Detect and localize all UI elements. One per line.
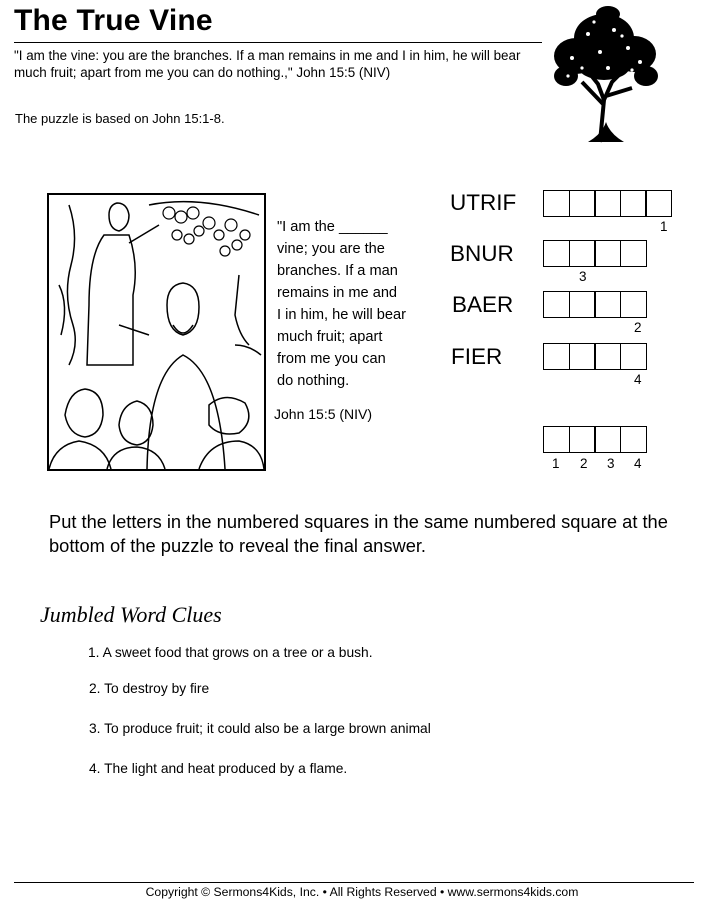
answer-boxes-word-4 (543, 343, 645, 370)
jumbled-word: BAER (452, 292, 514, 317)
scripture-quote: "I am the vine: you are the branches. If a man remains in me and I in him, he will bear much fruit; apart from me you can do nothing.," John 15:5 (NIV) (14, 48, 521, 80)
footer-divider (14, 882, 694, 883)
letter-box[interactable] (594, 291, 621, 318)
clue-item: 3. To produce fruit; it could also be a large brown animal (89, 721, 431, 736)
verse-line: "I am the ______ (277, 219, 388, 235)
letter-box[interactable] (620, 343, 647, 370)
letter-box[interactable] (543, 240, 570, 267)
clues-heading: Jumbled Word Clues (40, 602, 222, 627)
vine-tree-illustration (548, 4, 662, 144)
clue-item: 1. A sweet food that grows on a tree or a bush. (88, 645, 373, 660)
final-box-number: 2 (580, 456, 588, 471)
box-number: 2 (634, 320, 642, 335)
final-box-number: 1 (552, 456, 560, 471)
final-letter-box[interactable] (594, 426, 621, 453)
verse-line: I in him, he will bear (277, 307, 406, 323)
letter-box[interactable] (543, 291, 570, 318)
copyright-footer: Copyright © Sermons4Kids, Inc. • All Rights Reserved • www.sermons4kids.com (145, 885, 579, 899)
letter-box[interactable] (620, 240, 647, 267)
letter-box[interactable] (543, 190, 570, 217)
letter-box[interactable] (543, 343, 570, 370)
answer-boxes-word-3 (543, 291, 645, 318)
letter-box[interactable] (569, 190, 596, 217)
jesus-disciples-illustration (47, 193, 266, 471)
letter-box[interactable] (594, 190, 621, 217)
final-answer-boxes (543, 426, 645, 453)
verse-line: branches. If a man (277, 263, 398, 279)
letter-box[interactable] (620, 291, 647, 318)
letter-box[interactable] (569, 240, 596, 267)
letter-box[interactable] (645, 190, 672, 217)
box-number: 1 (660, 219, 668, 234)
final-letter-box[interactable] (620, 426, 647, 453)
title-divider (14, 42, 542, 43)
clue-item: 4. The light and heat produced by a flame. (89, 761, 348, 776)
verse-line: do nothing. (277, 373, 350, 389)
final-box-number: 4 (634, 456, 642, 471)
verse-line: much fruit; apart (277, 329, 383, 345)
letter-box[interactable] (594, 343, 621, 370)
instructions: Put the letters in the numbered squares in the same numbered square at the bottom of the puzzle to reveal the final answer. (49, 511, 668, 556)
letter-box[interactable] (620, 190, 647, 217)
final-letter-box[interactable] (543, 426, 570, 453)
verse-reference: John 15:5 (NIV) (274, 406, 373, 422)
box-number: 4 (634, 372, 642, 387)
letter-box[interactable] (569, 343, 596, 370)
based-on-note: The puzzle is based on John 15:1-8. (15, 111, 225, 126)
letter-box[interactable] (569, 291, 596, 318)
verse-line: from me you can (277, 351, 386, 367)
clue-item: 2. To destroy by fire (89, 681, 210, 696)
verse-text (277, 216, 427, 392)
verse-line: vine; you are the (277, 241, 385, 257)
box-number: 3 (579, 269, 587, 284)
verse-line: remains in me and (277, 285, 398, 301)
letter-box[interactable] (594, 240, 621, 267)
page-title: The True Vine (14, 4, 213, 37)
answer-boxes-word-1 (543, 190, 671, 217)
jumbled-word: FIER (451, 344, 503, 369)
final-letter-box[interactable] (569, 426, 596, 453)
final-box-number: 3 (607, 456, 615, 471)
answer-boxes-word-2 (543, 240, 645, 267)
jumbled-word: BNUR (450, 241, 514, 266)
jumbled-word: UTRIF (450, 190, 517, 215)
